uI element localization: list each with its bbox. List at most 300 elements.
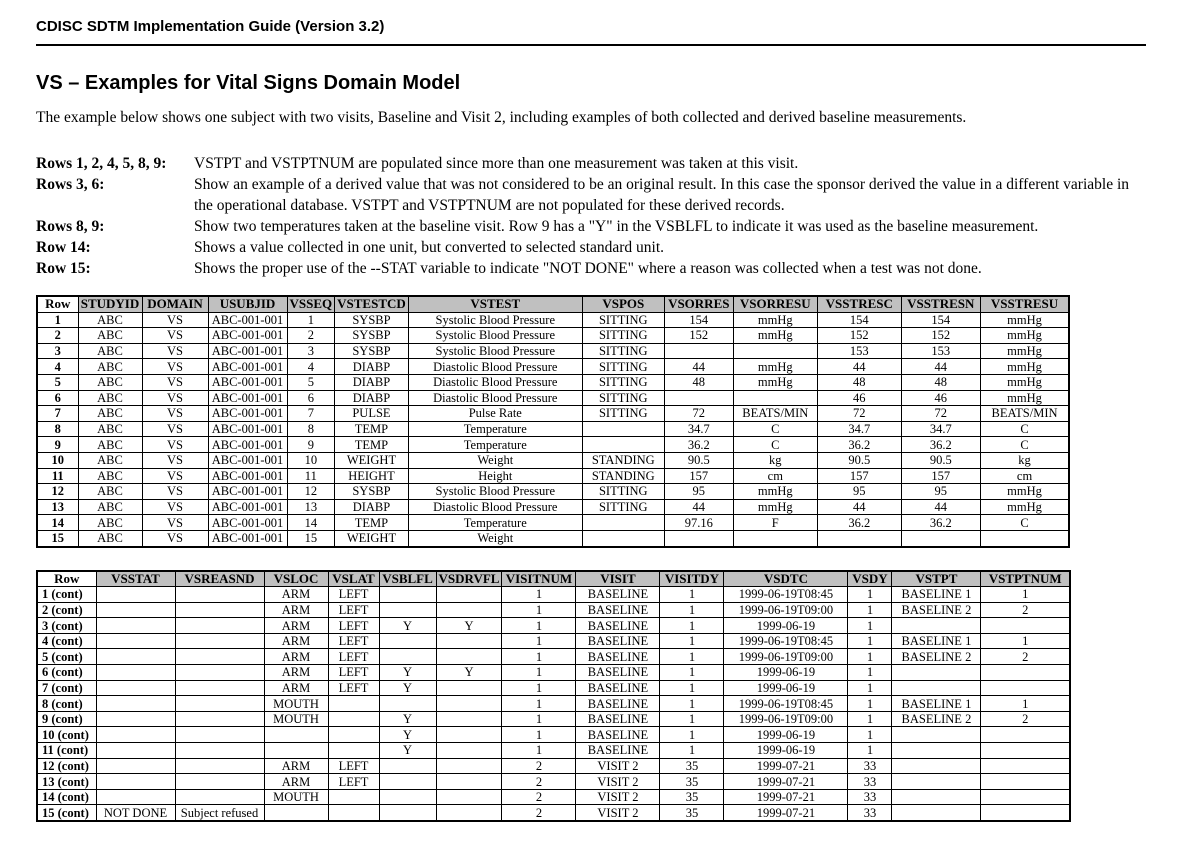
table-cell: ABC <box>78 530 142 546</box>
table-cell: 157 <box>901 468 980 484</box>
table-cell: 11 <box>287 468 335 484</box>
table-row <box>37 328 1069 344</box>
row-number-cell: 9 <box>37 437 78 453</box>
table-cell <box>981 680 1070 696</box>
table-cell: SITTING <box>582 374 664 390</box>
table-cell: 154 <box>817 312 901 328</box>
column-header-vsstresu: VSSTRESU <box>980 296 1069 312</box>
column-header-vsdtc: VSDTC <box>724 571 848 587</box>
table-cell: 35 <box>660 789 724 805</box>
table-cell: ABC-001-001 <box>208 359 287 375</box>
table-cell: ABC <box>78 484 142 500</box>
table-cell <box>328 743 379 759</box>
table-cell: BASELINE <box>576 696 660 712</box>
table-cell: 152 <box>664 328 733 344</box>
table-cell: 1 <box>502 696 576 712</box>
table-cell <box>436 680 502 696</box>
row-number-cell: 14 <box>37 515 78 531</box>
table-cell: 1999-07-21 <box>724 789 848 805</box>
table-cell: BASELINE <box>576 680 660 696</box>
table-cell: 2 <box>981 711 1070 727</box>
table-cell: 10 <box>287 452 335 468</box>
table-cell: 1 <box>848 743 892 759</box>
column-header-vsdrvfl: VSDRVFL <box>436 571 502 587</box>
row-number-cell: 1 <box>37 312 78 328</box>
column-header-domain: DOMAIN <box>142 296 208 312</box>
table-cell: 1 <box>981 633 1070 649</box>
table-cell <box>892 665 981 681</box>
table-cell <box>175 665 264 681</box>
table-cell: Systolic Blood Pressure <box>408 343 582 359</box>
table-cell <box>892 618 981 634</box>
table-cell <box>981 758 1070 774</box>
table-cell: 35 <box>660 774 724 790</box>
table-cell <box>379 587 436 603</box>
table-cell <box>980 530 1069 546</box>
table-cell: 34.7 <box>901 421 980 437</box>
table-cell: ABC-001-001 <box>208 343 287 359</box>
table-cell: Y <box>379 618 436 634</box>
table-cell: 2 <box>502 805 576 821</box>
table-cell: 1 <box>848 665 892 681</box>
table-cell: 2 <box>981 649 1070 665</box>
table-row <box>37 711 1070 727</box>
table-cell: 1 <box>287 312 335 328</box>
table-cell: C <box>733 437 817 453</box>
table-cell: 36.2 <box>817 437 901 453</box>
table-row <box>37 805 1070 821</box>
table-cell <box>436 758 502 774</box>
column-header-visitnum: VISITNUM <box>502 571 576 587</box>
table-cell: 1999-06-19T08:45 <box>724 633 848 649</box>
table-cell: VISIT 2 <box>576 805 660 821</box>
table-cell: 1 <box>848 602 892 618</box>
table-row <box>37 484 1069 500</box>
table-cell <box>582 437 664 453</box>
table-cell: ABC <box>78 499 142 515</box>
table-cell: SITTING <box>582 406 664 422</box>
row-number-cell: 4 (cont) <box>37 633 96 649</box>
table-row <box>37 452 1069 468</box>
table-cell: DIABP <box>335 374 409 390</box>
table-row <box>37 343 1069 359</box>
table-cell <box>436 587 502 603</box>
table-cell: 36.2 <box>901 515 980 531</box>
table-cell: 72 <box>817 406 901 422</box>
table-cell <box>328 727 379 743</box>
table-cell: 33 <box>848 758 892 774</box>
table-cell: Diastolic Blood Pressure <box>408 390 582 406</box>
table-cell <box>96 696 175 712</box>
table-cell: 90.5 <box>901 452 980 468</box>
table-cell <box>892 805 981 821</box>
table-cell: BEATS/MIN <box>733 406 817 422</box>
table-cell: 1 <box>660 743 724 759</box>
table-cell: ARM <box>264 587 328 603</box>
table-cell <box>96 665 175 681</box>
column-header-studyid: STUDYID <box>78 296 142 312</box>
table-cell <box>328 789 379 805</box>
table-cell: Systolic Blood Pressure <box>408 484 582 500</box>
table-cell: 1 <box>660 665 724 681</box>
table-cell: BASELINE <box>576 633 660 649</box>
doc-header-title: CDISC SDTM Implementation Guide (Version 3.2) <box>36 18 385 35</box>
table-cell: ABC <box>78 374 142 390</box>
table-cell: 8 <box>287 421 335 437</box>
table-cell: 1999-07-21 <box>724 805 848 821</box>
table-cell: cm <box>980 468 1069 484</box>
column-header-row: Row <box>37 296 78 312</box>
table-row <box>37 602 1070 618</box>
table-cell <box>892 680 981 696</box>
row-number-cell: 5 (cont) <box>37 649 96 665</box>
table-cell: F <box>733 515 817 531</box>
table-cell <box>817 530 901 546</box>
row-number-cell: 13 <box>37 499 78 515</box>
column-header-vsseq: VSSEQ <box>287 296 335 312</box>
row-number-cell: 4 <box>37 359 78 375</box>
table-cell: mmHg <box>733 312 817 328</box>
table-cell: 1 <box>502 727 576 743</box>
table-cell: ABC <box>78 421 142 437</box>
table-row <box>37 743 1070 759</box>
table-cell: TEMP <box>335 421 409 437</box>
table-cell: 1999-07-21 <box>724 774 848 790</box>
table-cell: 157 <box>664 468 733 484</box>
table-cell: C <box>733 421 817 437</box>
table-cell: 35 <box>660 758 724 774</box>
table-cell: ARM <box>264 680 328 696</box>
table-cell: BASELINE <box>576 711 660 727</box>
table-row <box>37 421 1069 437</box>
table-cell: 95 <box>664 484 733 500</box>
table-cell: Weight <box>408 530 582 546</box>
column-header-visitdy: VISITDY <box>660 571 724 587</box>
table-cell <box>264 727 328 743</box>
table-cell <box>892 789 981 805</box>
table-cell: 14 <box>287 515 335 531</box>
column-header-vsorres: VSORRES <box>664 296 733 312</box>
table-row <box>37 374 1069 390</box>
row-number-cell: 15 (cont) <box>37 805 96 821</box>
table-cell <box>436 789 502 805</box>
table-cell: 1999-06-19T08:45 <box>724 696 848 712</box>
table-cell: Systolic Blood Pressure <box>408 312 582 328</box>
table-cell: Y <box>379 711 436 727</box>
note-label: Rows 1, 2, 4, 5, 8, 9: <box>36 155 167 172</box>
table-cell: SITTING <box>582 343 664 359</box>
table-cell <box>733 343 817 359</box>
table-cell <box>175 649 264 665</box>
table-cell <box>96 602 175 618</box>
table-cell: 97.16 <box>664 515 733 531</box>
table-cell <box>379 696 436 712</box>
table-cell: Temperature <box>408 421 582 437</box>
table-cell <box>175 696 264 712</box>
page-title: VS – Examples for Vital Signs Domain Model <box>36 72 461 94</box>
table-cell: mmHg <box>980 499 1069 515</box>
table-cell: ABC-001-001 <box>208 312 287 328</box>
column-header-visit: VISIT <box>576 571 660 587</box>
table-cell <box>175 618 264 634</box>
table-cell: 44 <box>817 499 901 515</box>
note-text: Show two temperatures taken at the baseline visit. Row 9 has a "Y" in the VSBLFL to indicate it was used as the baseline measurement. <box>194 218 1039 235</box>
table-cell: mmHg <box>733 359 817 375</box>
table-cell <box>175 727 264 743</box>
table-cell: cm <box>733 468 817 484</box>
table-cell: ABC <box>78 515 142 531</box>
table-cell <box>981 774 1070 790</box>
table-cell: 1999-06-19 <box>724 680 848 696</box>
note-text: VSTPT and VSTPTNUM are populated since more than one measurement was taken at this visit. <box>194 155 799 172</box>
table-cell: BASELINE 2 <box>892 649 981 665</box>
table-cell: 1 <box>502 711 576 727</box>
table-cell: 13 <box>287 499 335 515</box>
table-cell: mmHg <box>733 374 817 390</box>
table-cell: mmHg <box>980 484 1069 500</box>
row-number-cell: 6 <box>37 390 78 406</box>
column-header-vsreasnd: VSREASND <box>175 571 264 587</box>
table-cell: VS <box>142 484 208 500</box>
table-cell: PULSE <box>335 406 409 422</box>
table-cell: 48 <box>901 374 980 390</box>
table-cell: STANDING <box>582 468 664 484</box>
table-cell: kg <box>980 452 1069 468</box>
table-cell: SITTING <box>582 312 664 328</box>
table-cell: 1999-06-19 <box>724 618 848 634</box>
table-cell <box>436 711 502 727</box>
table-cell: 152 <box>817 328 901 344</box>
table-cell: 3 <box>287 343 335 359</box>
table-cell: Diastolic Blood Pressure <box>408 374 582 390</box>
table-cell <box>981 618 1070 634</box>
table-cell <box>175 758 264 774</box>
table-cell: DIABP <box>335 499 409 515</box>
table-cell: 95 <box>817 484 901 500</box>
table-cell: 157 <box>817 468 901 484</box>
table-cell: 2 <box>287 328 335 344</box>
table-row <box>37 515 1069 531</box>
table-cell: mmHg <box>980 343 1069 359</box>
table-cell: 1 <box>502 633 576 649</box>
table-cell: 48 <box>817 374 901 390</box>
table-cell: VS <box>142 328 208 344</box>
table-cell: Diastolic Blood Pressure <box>408 499 582 515</box>
table-cell: 1 <box>502 618 576 634</box>
table-cell: VS <box>142 406 208 422</box>
table-cell <box>264 743 328 759</box>
table-cell: Pulse Rate <box>408 406 582 422</box>
table-cell: 2 <box>502 774 576 790</box>
table-cell: 1 <box>502 587 576 603</box>
table-cell: VS <box>142 437 208 453</box>
table-cell: ARM <box>264 633 328 649</box>
table-cell: SYSBP <box>335 312 409 328</box>
table-cell: WEIGHT <box>335 530 409 546</box>
table-cell: ABC-001-001 <box>208 390 287 406</box>
row-number-cell: 11 (cont) <box>37 743 96 759</box>
table-cell: 1 <box>981 696 1070 712</box>
table-cell: BASELINE <box>576 665 660 681</box>
table-cell <box>664 390 733 406</box>
row-number-cell: 10 <box>37 452 78 468</box>
table-cell: 1999-06-19T09:00 <box>724 711 848 727</box>
table-cell: WEIGHT <box>335 452 409 468</box>
table-cell <box>175 587 264 603</box>
table-cell: 1 <box>848 696 892 712</box>
table-cell: ABC-001-001 <box>208 452 287 468</box>
table-cell: BASELINE <box>576 618 660 634</box>
table-cell <box>582 421 664 437</box>
column-header-vsblfl: VSBLFL <box>379 571 436 587</box>
table-row <box>37 665 1070 681</box>
row-number-cell: 7 <box>37 406 78 422</box>
table-cell: Height <box>408 468 582 484</box>
table-cell: Weight <box>408 452 582 468</box>
table-cell: Temperature <box>408 437 582 453</box>
table-cell: BASELINE 1 <box>892 696 981 712</box>
table-row <box>37 587 1070 603</box>
table-cell: 6 <box>287 390 335 406</box>
table-cell: 1 <box>848 633 892 649</box>
table-cell: 2 <box>502 789 576 805</box>
table-cell: 1 <box>981 587 1070 603</box>
table-cell <box>664 530 733 546</box>
table-cell: 44 <box>664 359 733 375</box>
table-row <box>37 530 1069 546</box>
table-cell: TEMP <box>335 515 409 531</box>
table-cell: LEFT <box>328 649 379 665</box>
table-cell <box>981 665 1070 681</box>
table-cell: 1999-06-19 <box>724 743 848 759</box>
table-cell: LEFT <box>328 618 379 634</box>
table-cell: SITTING <box>582 484 664 500</box>
intro-paragraph: The example below shows one subject with two visits, Baseline and Visit 2, including examples of both collected and derived baseline measurements. <box>36 109 967 126</box>
table-cell: ABC-001-001 <box>208 468 287 484</box>
table-cell: 95 <box>901 484 980 500</box>
table-cell: SYSBP <box>335 343 409 359</box>
table-cell: 44 <box>817 359 901 375</box>
table-cell: ARM <box>264 602 328 618</box>
table-cell: 1999-06-19T08:45 <box>724 587 848 603</box>
table-cell: ABC <box>78 406 142 422</box>
table-cell <box>892 727 981 743</box>
table-cell <box>981 727 1070 743</box>
table-row <box>37 390 1069 406</box>
table-cell: 1 <box>848 618 892 634</box>
table-cell <box>436 696 502 712</box>
table-cell: ABC-001-001 <box>208 530 287 546</box>
table-cell: 1 <box>660 633 724 649</box>
table-cell <box>328 711 379 727</box>
table-cell: mmHg <box>980 359 1069 375</box>
column-header-row: Row <box>37 571 96 587</box>
column-header-vsstresn: VSSTRESN <box>901 296 980 312</box>
table-cell: 1999-06-19 <box>724 727 848 743</box>
table-row <box>37 406 1069 422</box>
header-row <box>37 296 1069 312</box>
table-cell <box>981 805 1070 821</box>
table-cell: BASELINE 1 <box>892 587 981 603</box>
table-cell: DIABP <box>335 390 409 406</box>
table-cell <box>892 743 981 759</box>
table-cell: VS <box>142 390 208 406</box>
column-header-vstpt: VSTPT <box>892 571 981 587</box>
note-label: Rows 8, 9: <box>36 218 105 235</box>
table-cell: 1999-06-19T09:00 <box>724 602 848 618</box>
table-cell: ABC-001-001 <box>208 421 287 437</box>
table-cell: 33 <box>848 805 892 821</box>
table-cell <box>436 805 502 821</box>
table-cell <box>981 743 1070 759</box>
table-cell: 72 <box>901 406 980 422</box>
table-cell: 33 <box>848 774 892 790</box>
table-cell: 154 <box>664 312 733 328</box>
table-cell: 1 <box>660 602 724 618</box>
table-cell: Y <box>379 743 436 759</box>
table-cell <box>175 602 264 618</box>
table-cell: LEFT <box>328 587 379 603</box>
table-cell <box>328 805 379 821</box>
table-cell <box>379 602 436 618</box>
column-header-vslat: VSLAT <box>328 571 379 587</box>
table-cell: Temperature <box>408 515 582 531</box>
table-cell: ABC-001-001 <box>208 484 287 500</box>
table-cell: VS <box>142 452 208 468</box>
table-cell: VISIT 2 <box>576 758 660 774</box>
table-cell: 7 <box>287 406 335 422</box>
table-cell: 46 <box>901 390 980 406</box>
table-cell: 2 <box>502 758 576 774</box>
table-cell: 90.5 <box>664 452 733 468</box>
table-cell: Y <box>379 727 436 743</box>
column-header-vspos: VSPOS <box>582 296 664 312</box>
table-cell: Y <box>379 665 436 681</box>
table-cell <box>436 633 502 649</box>
table-cell <box>175 743 264 759</box>
table-cell: 1 <box>660 696 724 712</box>
table-cell: 154 <box>901 312 980 328</box>
table-cell: Y <box>379 680 436 696</box>
column-header-vsloc: VSLOC <box>264 571 328 587</box>
table-cell <box>328 696 379 712</box>
vs-main-table-wrap <box>36 295 1146 548</box>
table-cell: VS <box>142 312 208 328</box>
table-cell: mmHg <box>980 374 1069 390</box>
table-cell <box>96 727 175 743</box>
table-cell: 1 <box>660 618 724 634</box>
table-cell <box>96 618 175 634</box>
table-cell: BASELINE 2 <box>892 602 981 618</box>
table-cell: 36.2 <box>664 437 733 453</box>
table-cell: VS <box>142 359 208 375</box>
table-cell: 1 <box>502 649 576 665</box>
column-header-vsdy: VSDY <box>848 571 892 587</box>
row-number-cell: 2 (cont) <box>37 602 96 618</box>
table-cell: ABC <box>78 468 142 484</box>
table-cell: LEFT <box>328 680 379 696</box>
table-row <box>37 499 1069 515</box>
table-cell: VS <box>142 515 208 531</box>
table-cell: 44 <box>901 359 980 375</box>
table-cell: 36.2 <box>901 437 980 453</box>
table-cell: 1 <box>660 711 724 727</box>
table-cell: ABC <box>78 390 142 406</box>
table-cell: ARM <box>264 649 328 665</box>
table-cell: mmHg <box>733 499 817 515</box>
row-number-cell: 10 (cont) <box>37 727 96 743</box>
table-cell <box>436 774 502 790</box>
